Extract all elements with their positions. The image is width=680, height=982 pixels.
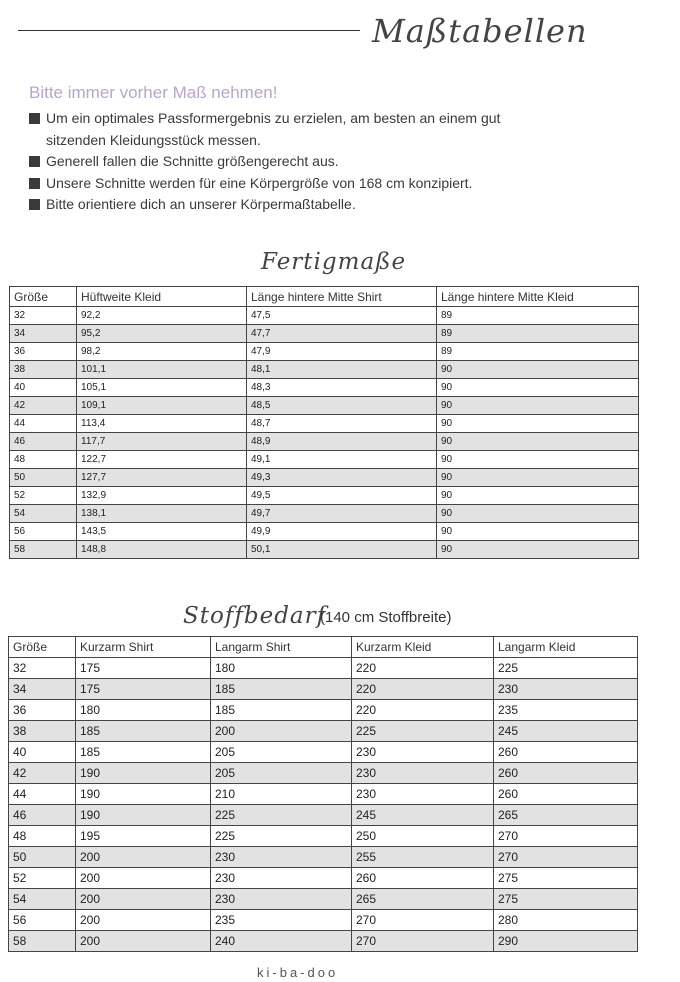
table-cell: 90 <box>437 379 639 397</box>
table-cell: 38 <box>9 721 76 742</box>
table-cell: 89 <box>437 307 639 325</box>
table-cell: 290 <box>494 931 638 952</box>
table-cell: 230 <box>211 847 352 868</box>
table-cell: 46 <box>9 805 76 826</box>
column-header: Langarm Kleid <box>494 637 638 658</box>
table-row <box>9 868 638 889</box>
table-cell: 48,3 <box>247 379 437 397</box>
table-cell: 36 <box>10 343 77 361</box>
table-cell: 185 <box>211 679 352 700</box>
intro-bullet <box>29 173 546 195</box>
table-cell: 90 <box>437 361 639 379</box>
square-bullet-icon <box>29 199 40 210</box>
table-cell: 48,7 <box>247 415 437 433</box>
table-cell: 52 <box>10 487 77 505</box>
table-cell: 270 <box>352 931 494 952</box>
table-header-row <box>9 637 638 658</box>
table-cell: 50 <box>9 847 76 868</box>
table-cell: 265 <box>352 889 494 910</box>
table-cell: 138,1 <box>77 505 247 523</box>
table-cell: 205 <box>211 742 352 763</box>
table-row <box>10 397 639 415</box>
table-cell: 180 <box>76 700 211 721</box>
table-cell: 230 <box>352 784 494 805</box>
table-cell: 92,2 <box>77 307 247 325</box>
table-cell: 90 <box>437 505 639 523</box>
table-cell: 225 <box>352 721 494 742</box>
table-cell: 220 <box>352 679 494 700</box>
table-cell: 200 <box>76 847 211 868</box>
stoffbedarf-table <box>8 636 638 952</box>
table-cell: 260 <box>494 784 638 805</box>
table-cell: 101,1 <box>77 361 247 379</box>
table-cell: 48 <box>10 451 77 469</box>
table-cell: 50,1 <box>247 541 437 559</box>
table-cell: 220 <box>352 700 494 721</box>
table-cell: 56 <box>9 910 76 931</box>
table-cell: 98,2 <box>77 343 247 361</box>
intro-bullet <box>29 151 546 173</box>
table-cell: 49,3 <box>247 469 437 487</box>
table-cell: 132,9 <box>77 487 247 505</box>
table-cell: 270 <box>352 910 494 931</box>
table-cell: 54 <box>10 505 77 523</box>
table-cell: 38 <box>10 361 77 379</box>
table-cell: 225 <box>211 826 352 847</box>
intro-bullet-text: Generell fallen die Schnitte größengerecht aus. <box>46 153 339 170</box>
table-cell: 200 <box>76 889 211 910</box>
column-header: Länge hintere Mitte Kleid <box>437 287 639 307</box>
table-cell: 42 <box>10 397 77 415</box>
table-cell: 48,9 <box>247 433 437 451</box>
table-cell: 47,7 <box>247 325 437 343</box>
table-cell: 260 <box>494 763 638 784</box>
table-row <box>9 721 638 742</box>
table-cell: 235 <box>494 700 638 721</box>
table-cell: 50 <box>10 469 77 487</box>
table-cell: 225 <box>211 805 352 826</box>
table-cell: 40 <box>10 379 77 397</box>
column-header: Kurzarm Kleid <box>352 637 494 658</box>
square-bullet-icon <box>29 113 40 124</box>
table-cell: 47,9 <box>247 343 437 361</box>
table-row <box>9 910 638 931</box>
table-row <box>10 469 639 487</box>
table-cell: 58 <box>10 541 77 559</box>
table-cell: 122,7 <box>77 451 247 469</box>
stoffbedarf-title: Stoffbedarf <box>183 603 327 629</box>
table-cell: 230 <box>352 763 494 784</box>
table-row <box>10 379 639 397</box>
table-cell: 90 <box>437 397 639 415</box>
table-cell: 235 <box>211 910 352 931</box>
table-cell: 48,1 <box>247 361 437 379</box>
column-header: Länge hintere Mitte Shirt <box>247 287 437 307</box>
table-cell: 230 <box>211 868 352 889</box>
table-row <box>9 889 638 910</box>
table-cell: 89 <box>437 325 639 343</box>
table-cell: 270 <box>494 847 638 868</box>
table-cell: 117,7 <box>77 433 247 451</box>
table-cell: 48,5 <box>247 397 437 415</box>
table-cell: 220 <box>352 658 494 679</box>
table-cell: 47,5 <box>247 307 437 325</box>
table-cell: 190 <box>76 784 211 805</box>
table-cell: 275 <box>494 889 638 910</box>
table-cell: 245 <box>494 721 638 742</box>
square-bullet-icon <box>29 156 40 167</box>
table-row <box>9 658 638 679</box>
square-bullet-icon <box>29 178 40 189</box>
table-cell: 245 <box>352 805 494 826</box>
table-cell: 34 <box>9 679 76 700</box>
column-header: Größe <box>9 637 76 658</box>
table-cell: 195 <box>76 826 211 847</box>
table-row <box>10 487 639 505</box>
stoffbedarf-subtitle: (140 cm Stoffbreite) <box>320 609 452 626</box>
table-cell: 180 <box>211 658 352 679</box>
table-row <box>9 742 638 763</box>
table-cell: 109,1 <box>77 397 247 415</box>
table-cell: 58 <box>9 931 76 952</box>
table-cell: 49,5 <box>247 487 437 505</box>
fertigmasse-table <box>9 286 639 559</box>
column-header: Größe <box>10 287 77 307</box>
table-row <box>10 433 639 451</box>
table-cell: 44 <box>9 784 76 805</box>
table-cell: 185 <box>76 721 211 742</box>
table-cell: 205 <box>211 763 352 784</box>
table-row <box>9 700 638 721</box>
table-row <box>9 847 638 868</box>
table-row <box>9 763 638 784</box>
table-cell: 143,5 <box>77 523 247 541</box>
table-cell: 42 <box>9 763 76 784</box>
table-cell: 185 <box>211 700 352 721</box>
table-cell: 175 <box>76 679 211 700</box>
table-cell: 48 <box>9 826 76 847</box>
table-row <box>9 679 638 700</box>
table-cell: 52 <box>9 868 76 889</box>
table-cell: 200 <box>76 868 211 889</box>
table-cell: 36 <box>9 700 76 721</box>
table-cell: 95,2 <box>77 325 247 343</box>
table-cell: 127,7 <box>77 469 247 487</box>
table-cell: 90 <box>437 523 639 541</box>
table-cell: 90 <box>437 541 639 559</box>
table-cell: 49,1 <box>247 451 437 469</box>
table-cell: 49,7 <box>247 505 437 523</box>
intro-heading: Bitte immer vorher Maß nehmen! <box>29 83 278 102</box>
table-cell: 105,1 <box>77 379 247 397</box>
table-cell: 49,9 <box>247 523 437 541</box>
table-cell: 40 <box>9 742 76 763</box>
table-cell: 200 <box>76 910 211 931</box>
table-cell: 113,4 <box>77 415 247 433</box>
table-row <box>10 343 639 361</box>
table-row <box>10 523 639 541</box>
column-header: Kurzarm Shirt <box>76 637 211 658</box>
intro-bullet <box>29 194 546 216</box>
table-cell: 200 <box>211 721 352 742</box>
column-header: Hüftweite Kleid <box>77 287 247 307</box>
table-cell: 185 <box>76 742 211 763</box>
brand-logo: ki-ba-doo <box>257 965 339 980</box>
table-row <box>10 541 639 559</box>
table-cell: 46 <box>10 433 77 451</box>
table-cell: 148,8 <box>77 541 247 559</box>
table-row <box>9 826 638 847</box>
table-cell: 190 <box>76 763 211 784</box>
fertigmasse-title: Fertigmaße <box>261 249 407 275</box>
table-cell: 280 <box>494 910 638 931</box>
intro-bullet-text: Um ein optimales Passformergebnis zu erzielen, am besten an einem gut sitzenden Kleidungsstück messen. <box>46 110 501 148</box>
table-row <box>9 931 638 952</box>
table-cell: 230 <box>352 742 494 763</box>
table-row <box>9 784 638 805</box>
table-cell: 190 <box>76 805 211 826</box>
table-cell: 89 <box>437 343 639 361</box>
table-cell: 90 <box>437 415 639 433</box>
table-row <box>10 415 639 433</box>
table-cell: 225 <box>494 658 638 679</box>
header-rule <box>18 30 360 31</box>
table-cell: 175 <box>76 658 211 679</box>
table-row <box>10 361 639 379</box>
table-cell: 44 <box>10 415 77 433</box>
intro-bullet-text: Bitte orientiere dich an unserer Körpermaßtabelle. <box>46 196 356 213</box>
table-cell: 34 <box>10 325 77 343</box>
table-cell: 260 <box>352 868 494 889</box>
page-title: Maßtabellen <box>372 12 588 50</box>
table-row <box>10 325 639 343</box>
table-header-row <box>10 287 639 307</box>
table-row <box>9 805 638 826</box>
table-cell: 90 <box>437 469 639 487</box>
table-cell: 250 <box>352 826 494 847</box>
table-cell: 255 <box>352 847 494 868</box>
column-header: Langarm Shirt <box>211 637 352 658</box>
table-cell: 200 <box>76 931 211 952</box>
intro-bullet-list <box>29 108 546 216</box>
table-cell: 260 <box>494 742 638 763</box>
table-cell: 230 <box>494 679 638 700</box>
table-cell: 270 <box>494 826 638 847</box>
table-cell: 56 <box>10 523 77 541</box>
table-cell: 32 <box>10 307 77 325</box>
table-cell: 90 <box>437 487 639 505</box>
table-cell: 90 <box>437 433 639 451</box>
table-row <box>10 307 639 325</box>
table-cell: 54 <box>9 889 76 910</box>
intro-bullet-text: Unsere Schnitte werden für eine Körpergröße von 168 cm konzipiert. <box>46 174 473 191</box>
table-cell: 210 <box>211 784 352 805</box>
table-cell: 90 <box>437 451 639 469</box>
table-cell: 275 <box>494 868 638 889</box>
intro-bullet <box>29 108 546 151</box>
table-cell: 230 <box>211 889 352 910</box>
table-row <box>10 451 639 469</box>
table-cell: 265 <box>494 805 638 826</box>
table-cell: 240 <box>211 931 352 952</box>
table-cell: 32 <box>9 658 76 679</box>
table-row <box>10 505 639 523</box>
